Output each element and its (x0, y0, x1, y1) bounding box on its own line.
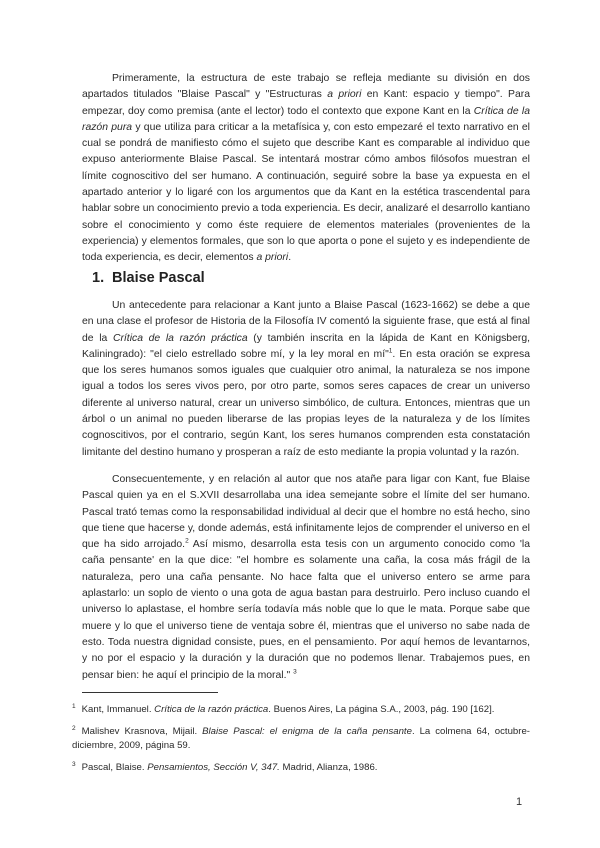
footnote-ref-1[interactable]: 1 (388, 347, 393, 355)
body-paragraph-1 (82, 298, 530, 461)
intro-text-4: . (288, 252, 292, 264)
footnote-3 (72, 761, 530, 775)
footnote-title: Pensamientos, Sección V, 347. (147, 762, 280, 773)
section-number: 1. (92, 270, 105, 286)
footnote-1 (72, 703, 530, 717)
intro-emphasis-2: Crítica de la razón pura (82, 105, 530, 133)
footnotes (72, 703, 530, 783)
footnote-text: Malishev Krasnova, Mijail. (81, 726, 203, 737)
para1-emphasis: Crítica de la razón práctica (112, 332, 248, 344)
footnote-text: Kant, Immanuel. (81, 704, 155, 715)
para1-text-1: Un antecedente para relacionar a Kant junto a Blaise Pascal (1623-1662) se debe a que en una clase el profesor de Historia de la Filosofía IV comentó la siguiente frase, que está al final de la (82, 300, 530, 344)
footnote-mark: 2 (72, 724, 76, 732)
intro-text-2: en Kant: espacio y tiempo". Para empezar, doy como premisa (ante el lector) todo el contexto que expone Kant en la (82, 89, 530, 117)
footnote-ref-2[interactable]: 2 (185, 537, 189, 545)
para2-text-2: Así mismo, desarrolla esta tesis con un argumento conocido como 'la caña pensante' en la que dice: "el hombre es solamente una caña, la cosa más frágil de la naturaleza, pero una caña pensante. No hace falta que el universo entero se arme para aplastarlo: un soplo de viento o una gota de agua bastan para destruirlo. Pero incluso cuando el universo lo aplastase, el hombre sería todavía más noble que lo que le mata. Porque sabe que muere y lo que el universo tiene de ventaja sobre él, mientras que el universo no sabe nada de esto. Toda nuestra dignidad consiste, pues, en el pensamiento. Por aquí hemos de levantarnos, y no por el espacio y la duración y la duración que no podemos llenar. Trabajemos pues, en pensar bien: he aquí el principio de la moral." (82, 539, 530, 681)
para1-text-3: . En esta oración se expresa que los seres humanos somos iguales que cualquier otro animal, la naturaleza se nos impone igual a todos los seres vivos pero, por otro parte, somos seres capaces de crear un universo diferente al universo natural, crear un universo simbólico, de cultura. Entonces, mientras que un árbol o un animal no pueden liberarse de las propias leyes de la naturaleza y de los límites cognoscitivos, por el contrario, según Kant, los seres humanos comprenden esta constatación limitante del destino humano y prosperan a raíz de esto mediante la propia voluntad y la razón. (82, 348, 530, 458)
footnote-text: . La colmena 64, octubre-diciembre, 2009, página 59. (72, 726, 530, 751)
intro-text-1: Primeramente, la estructura de este trabajo se refleja mediante su división en dos apartados titulados "Blaise Pascal" y "Estructuras (82, 73, 530, 101)
page-number: 1 (516, 796, 523, 808)
intro-paragraph (82, 71, 530, 267)
footnote-divider (82, 692, 218, 693)
para1-text-2: (y también inscrita en la lápida de Kant en Königsberg, Kaliningrado): "el cielo estrellado sobre mí, y la ley moral en mí" (82, 332, 530, 360)
footnote-title: Crítica de la razón práctica (154, 704, 269, 715)
footnote-title: Blaise Pascal: el enigma de la caña pensante (202, 726, 412, 737)
section-heading (92, 270, 205, 286)
footnote-2 (72, 725, 530, 753)
footnote-text: Pascal, Blaise. (81, 762, 148, 773)
intro-text-3: y que utiliza para criticar a la metafísica y, con esto empezaré el texto narrativo en el cual se pondrá de manifiesto cómo el sujeto que describe Kant es comparable al individuo que expuso anteriormente Blaise Pascal. Se intentará mostrar cómo ambos filósofos muestran el límite cognoscitivo del ser humano. A continuación, seguiré sobre la base ya expuesta en el apartado anterior y lo ligaré con los argumentos que da Kant en la estética trascendental para hablar sobre un conocimiento previo a toda experiencia. Es decir, analizaré el desarrollo kantiano sobre el conocimiento y como éste requiere de elementos materiales (provenientes de la experiencia) y elementos formales, que son lo que aporta o pone el sujeto y es independiente de toda experiencia, es decir, elementos (82, 121, 530, 264)
footnote-mark: 1 (72, 702, 76, 710)
intro-emphasis-1: a priori (327, 89, 362, 101)
section-title: Blaise Pascal (112, 270, 205, 286)
body-paragraph-2 (82, 472, 530, 684)
footnote-mark: 3 (72, 760, 76, 768)
para2-text-1: Consecuentemente, y en relación al autor que nos atañe para ligar con Kant, fue Blaise Pascal quien ya en el S.XVII desarrollaba una idea semejante sobre el límite del ser humano. Pascal trató temas como la responsabilidad individual al decir que el hombre no está hecho, sino que tiene que hacerse y, donde además, está infinitamente lejos de comprender el universo en el que ha sido arrojado. (82, 474, 530, 551)
footnote-text: Madrid, Alianza, 1986. (279, 762, 378, 773)
footnote-text: . Buenos Aires, La página S.A., 2003, pág. 190 [162]. (268, 704, 495, 715)
intro-emphasis-3: a priori (256, 252, 289, 264)
footnote-ref-3[interactable]: 3 (293, 668, 297, 676)
